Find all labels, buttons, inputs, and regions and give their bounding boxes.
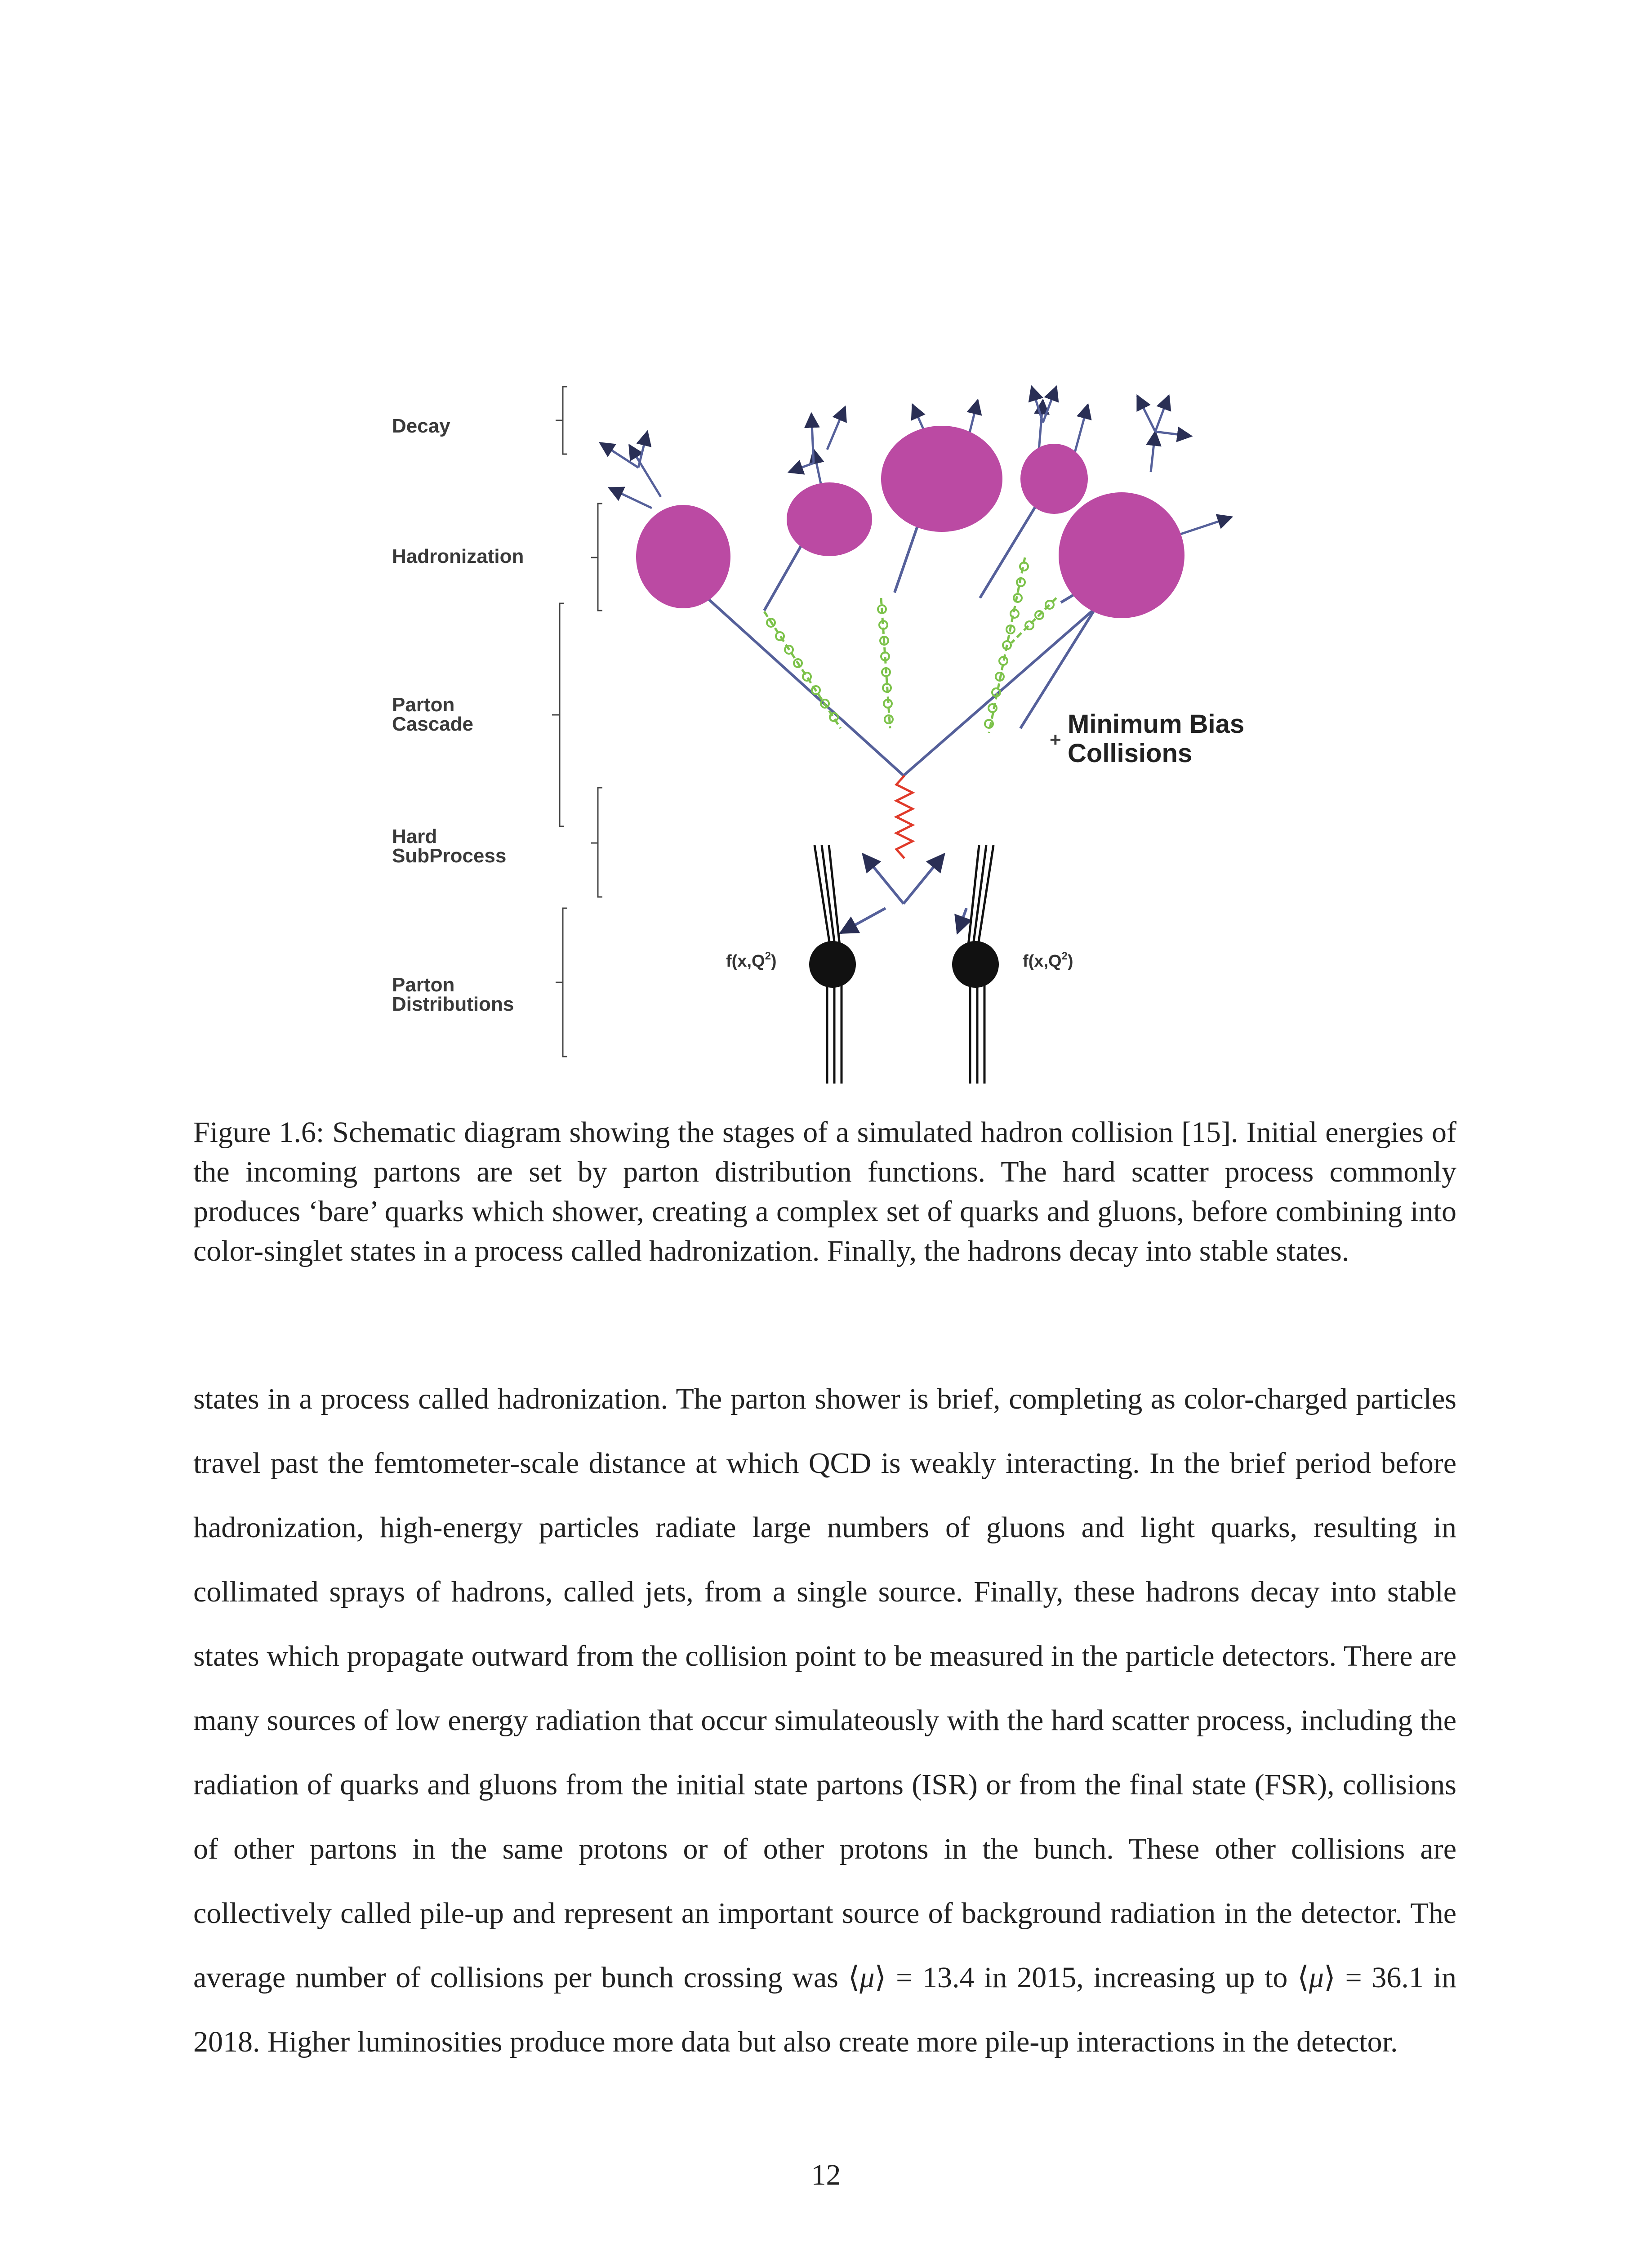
stage-label-parton-dist-1: Parton — [392, 974, 455, 996]
hadron-blob-3 — [881, 426, 1002, 532]
proton-right — [952, 941, 999, 988]
proton-left — [809, 941, 856, 988]
pdf-label-right: $f(x,Q^2)$ — [1023, 950, 1073, 971]
body-part-3: ⟩ = 36.1 in 2018. Higher luminosities produce more data but also create more pile-up interactions in the detector. — [193, 1961, 1456, 2058]
stage-label-hard-subprocess-1: Hard — [392, 825, 437, 847]
page-number: 12 — [811, 2159, 841, 2191]
pdf-label-left: $f(x,Q^2)$ — [726, 950, 777, 971]
min-bias-plus: + — [1050, 729, 1061, 751]
stage-brackets — [552, 387, 602, 1057]
stage-label-parton-dist-2: Distributions — [392, 993, 514, 1015]
hadron-blob-2 — [787, 482, 872, 556]
stage-label-parton-cascade-1: Parton — [392, 694, 455, 716]
hadron-blobs — [636, 426, 1184, 618]
mu-symbol-1: μ — [859, 1961, 875, 1994]
figure-hadron-collision — [0, 0, 1652, 1102]
hard-subprocess-photon — [896, 776, 913, 858]
collision-diagram — [0, 0, 1652, 1102]
hadron-blob-4 — [1020, 444, 1088, 514]
mu-symbol-2: μ — [1309, 1961, 1324, 1994]
gluon-lines — [764, 558, 1056, 733]
hadron-blob-1 — [636, 505, 730, 608]
stage-label-decay: Decay — [392, 415, 450, 437]
stage-label-hadronization: Hadronization — [392, 545, 524, 567]
gluon-loops — [767, 562, 1054, 728]
body-paragraph — [193, 1367, 1456, 2074]
min-bias-line2: Collisions — [1068, 739, 1193, 768]
stage-label-hard-subprocess-2: SubProcess — [392, 845, 507, 867]
body-part-1: states in a process called hadronization. The parton shower is brief, completing as color-charged particles travel past the femtometer-scale distance at which QCD is weakly interacting. In the brief period before hadronization, high-energy particles radiate large numbers of gluons and light quarks, resulting in collimated sprays of hadrons, called jets, from a single source. Finally, these hadrons decay into stable states which propagate outward from the collision point to be measured in the particle detectors. There are many sources of low energy radiation that occur simulateously with the hard scatter process, including the radiation of quarks and gluons from the initial state partons (ISR) or from the final state (FSR), collisions of other partons in the same protons or of other protons in the bunch. These other collisions are collectively called pile-up and represent an important source of background radiation in the detector. The average number of collisions per bunch crossing was ⟨ — [193, 1383, 1456, 1994]
figure-caption: Figure 1.6: Schematic diagram showing the stages of a simulated hadron collision [15]. Initial energies of the incoming partons are set by parton distribution functions. The hard scatter process commonly produces ‘bare’ quarks which shower, creating a complex set of quarks and gluons, before combining into color-singlet states in a process called hadronization. Finally, the hadrons decay into stable states. — [193, 1116, 1456, 1267]
min-bias-line1: Minimum Bias — [1068, 709, 1245, 739]
hadron-blob-5 — [1059, 492, 1184, 618]
stage-label-parton-cascade-2: Cascade — [392, 713, 474, 735]
body-part-2: ⟩ = 13.4 in 2015, increasing up to ⟨ — [874, 1961, 1309, 1994]
